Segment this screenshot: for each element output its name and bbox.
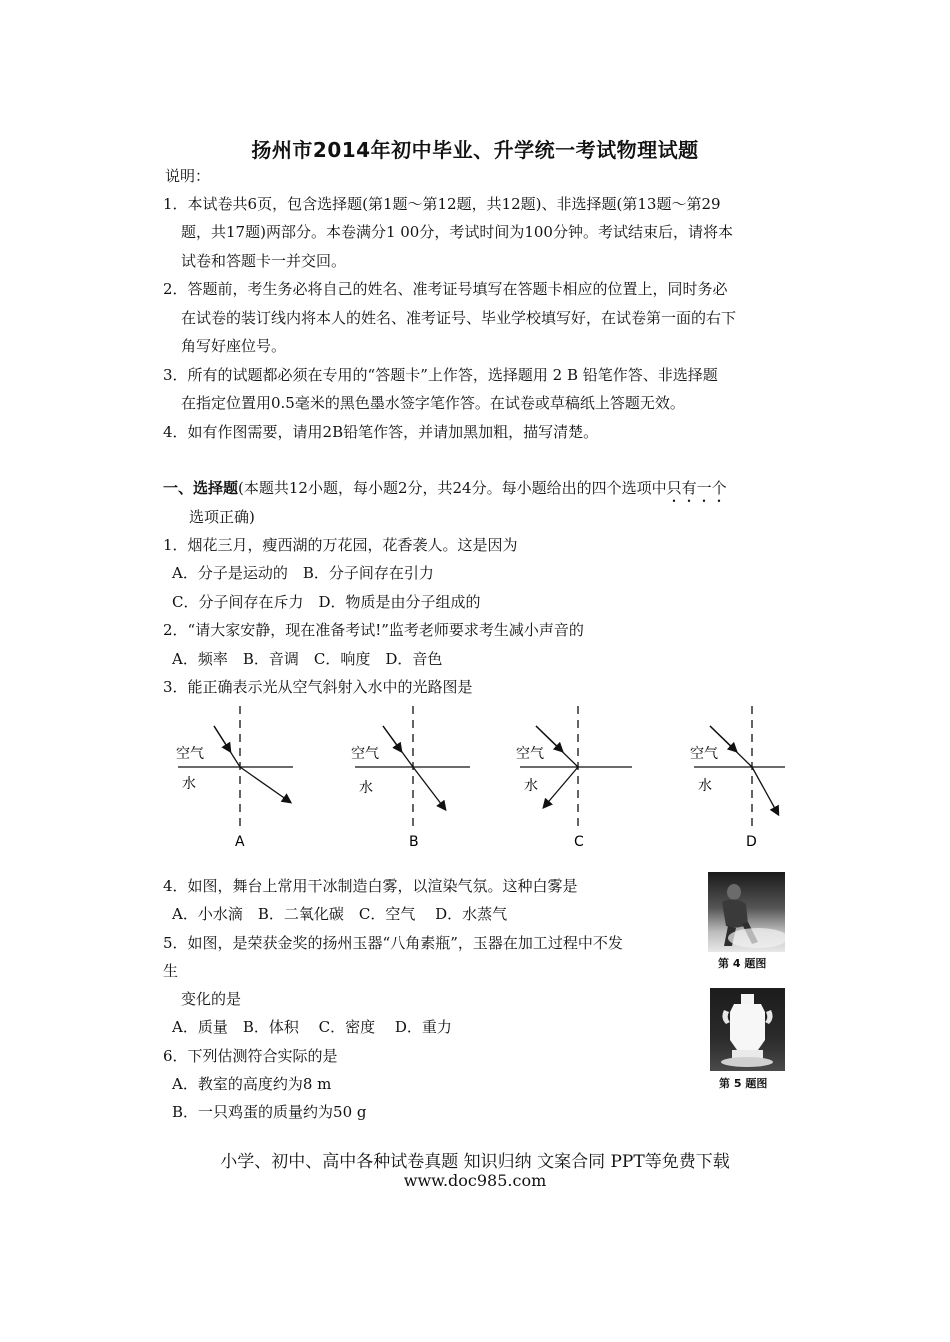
- q3-d-water-label: 水: [698, 778, 712, 794]
- note-2-line-2: 在试卷的装订线内将本人的姓名、准考证号、毕业学校填写好，在试卷第一面的右下: [181, 309, 737, 327]
- note-2-line-3: 角写好座位号。: [181, 337, 287, 355]
- q1-options-row-2: C．分子间存在斥力 D．物质是由分子组成的: [172, 593, 481, 611]
- q3-d-air-label: 空气: [690, 746, 718, 762]
- q3-option-d: D: [746, 834, 757, 850]
- note-1-line-3: 试卷和答题卡一并交回。: [181, 252, 347, 270]
- q3-c-air-label: 空气: [516, 746, 544, 762]
- q3-stem: 3．能正确表示光从空气斜射入水中的光路图是: [163, 678, 473, 696]
- page-title: 扬州市2014年初中毕业、升学统一考试物理试题: [251, 138, 699, 162]
- q5-stem-line-1: 5．如图，是荣获金奖的扬州玉器“八角素瓶”，玉器在加工过程中不发: [163, 934, 623, 952]
- q2-stem: 2．“请大家安静，现在准备考试!”监考老师要求考生减小声音的: [163, 621, 584, 639]
- note-3-line-1: 3．所有的试题都必须在专用的“答题卡”上作答，选择题用 2 B 铅笔作答、非选择题: [163, 366, 718, 384]
- q3-a-air-label: 空气: [176, 746, 204, 762]
- section-1-emphasis: 只有一个: [666, 479, 727, 497]
- note-4: 4．如有作图需要，请用2B铅笔作答，并请加黑加粗，描写清楚。: [163, 423, 599, 441]
- note-3-line-2: 在指定位置用0.5毫米的黑色墨水签字笔作答。在试卷或草稿纸上答题无效。: [181, 394, 685, 412]
- q6-stem: 6．下列估测符合实际的是: [163, 1047, 338, 1065]
- q4-caption: 第 4 题图: [718, 957, 767, 970]
- q4-options-row-1: A．小水滴 B．二氧化碳 C．空气 D．水蒸气: [172, 905, 508, 923]
- q5-stem-line-3: 变化的是: [181, 990, 242, 1008]
- section-1-desc-cont: 选项正确): [189, 508, 255, 526]
- q3-option-c: C: [574, 834, 584, 850]
- q1-stem: 1．烟花三月，瘦西湖的万花园，花香袭人。这是因为: [163, 536, 518, 554]
- q2-options-row-1: A．频率 B．音调 C．响度 D．音色: [172, 650, 443, 668]
- q3-option-a: A: [235, 834, 245, 850]
- q5-vase-photo: [710, 988, 785, 1071]
- q4-stage-photo: [708, 872, 785, 952]
- q3-diagram-d: [688, 704, 788, 852]
- q5-options-row-1: A．质量 B．体积 C．密度 D．重力: [172, 1018, 452, 1036]
- section-1-desc: (本题共12小题，每小题2分，共24分。每小题给出的四个选项中: [238, 479, 667, 497]
- q6-option-b: B．一只鸡蛋的质量约为50 g: [172, 1103, 367, 1121]
- note-1-line-1: 1．本试卷共6页，包含选择题(第1题～第12题，共12题)、非选择题(第13题～第29: [163, 195, 721, 213]
- q3-diagram-c: [512, 704, 642, 852]
- q5-caption: 第 5 题图: [719, 1077, 768, 1090]
- q3-diagram-a: [168, 704, 298, 852]
- note-1-line-2: 题，共17题)两部分。本卷满分1 00分，考试时间为100分钟。考试结束后，请将本: [181, 223, 733, 241]
- q6-option-a: A．教室的高度约为8 m: [172, 1075, 332, 1093]
- q1-options-row-1: A．分子是运动的 B．分子间存在引力: [172, 564, 434, 582]
- q3-a-water-label: 水: [182, 776, 196, 792]
- footer-promo-text: 小学、初中、高中各种试卷真题 知识归纳 文案合同 PPT等免费下载: [220, 1152, 730, 1172]
- q5-stem-line-2: 生: [163, 962, 179, 980]
- q3-option-b: B: [409, 834, 419, 850]
- q3-b-water-label: 水: [359, 780, 373, 796]
- section-1-title: 一、选择题: [163, 479, 239, 497]
- q3-b-air-label: 空气: [351, 746, 379, 762]
- notes-heading: 说明：: [165, 167, 211, 185]
- q3-c-water-label: 水: [524, 778, 538, 794]
- q4-stem: 4．如图，舞台上常用干冰制造白雾，以渲染气氛。这种白雾是: [163, 877, 578, 895]
- footer-website-link[interactable]: www.doc985.com: [403, 1171, 547, 1190]
- note-2-line-1: 2．答题前，考生务必将自己的姓名、准考证号填写在答题卡相应的位置上，同时务必: [163, 280, 728, 298]
- q3-diagram-b: [345, 704, 475, 852]
- section-1-header: [163, 478, 727, 506]
